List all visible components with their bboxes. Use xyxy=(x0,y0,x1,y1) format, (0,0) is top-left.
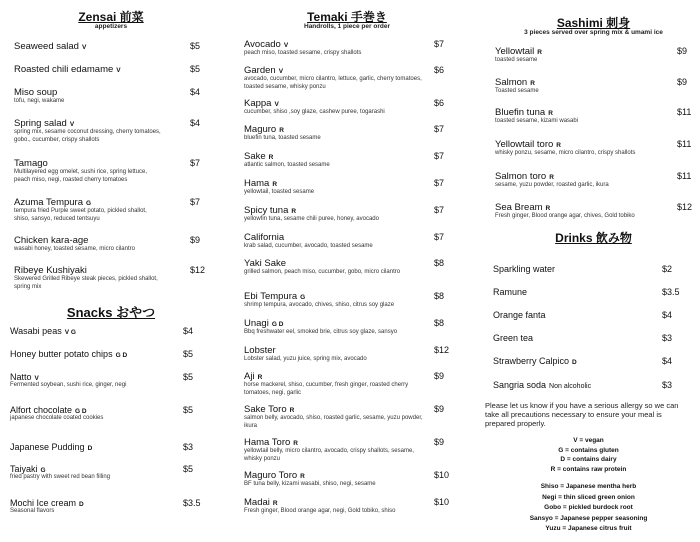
menu-item-description: Toasted sesame xyxy=(495,88,539,94)
legend-line: V = vegan xyxy=(573,437,604,444)
zensai-subtitle: appetizers xyxy=(94,23,128,30)
menu-item-name: Taiyaki xyxy=(10,464,38,474)
menu-item-name-line xyxy=(244,65,458,76)
menu-item-name: Seaweed salad xyxy=(14,41,79,52)
menu-item xyxy=(244,371,458,397)
menu-item-price: $5 xyxy=(183,372,194,382)
menu-item-description: cucumber, shiso ,soy glaze, cashew puree, togarashi xyxy=(244,109,385,115)
menu-item-tag: V xyxy=(278,68,284,75)
menu-item-price: $4 xyxy=(183,326,194,336)
menu-item xyxy=(14,158,222,184)
menu-item xyxy=(14,197,222,223)
menu-item-name: Japanese Pudding xyxy=(10,442,85,452)
menu-item-price: $7 xyxy=(434,205,445,215)
menu-item xyxy=(244,345,458,364)
menu-item-name: Yaki Sake xyxy=(244,258,287,269)
menu-item-name: Sake xyxy=(244,151,266,162)
menu-item-tag: R xyxy=(556,142,561,149)
menu-item-price: $9 xyxy=(677,77,688,87)
menu-item-name-line xyxy=(244,345,458,356)
menu-item-tag: D xyxy=(572,359,577,366)
menu-item-description: tofu, negi, wakame xyxy=(14,98,65,104)
menu-item xyxy=(14,235,222,254)
menu-item-price: $10 xyxy=(434,497,450,507)
menu-item-name-line xyxy=(244,178,458,189)
menu-item xyxy=(493,264,700,274)
menu-item-price: $7 xyxy=(434,151,445,161)
menu-item-name: Ribeye Kushiyaki xyxy=(14,265,87,276)
menu-item xyxy=(495,46,700,65)
sashimi-subtitle: 3 pieces served over spring mix & umami ice xyxy=(524,29,663,36)
menu-item-tag: R xyxy=(545,205,551,212)
menu-item-name: Salmon xyxy=(495,77,528,88)
menu-item-name: Mochi Ice cream xyxy=(10,498,77,508)
menu-item xyxy=(493,380,700,390)
menu-item-name: Sparkling water xyxy=(493,264,556,274)
menu-item-name-line xyxy=(495,107,700,118)
menu-item xyxy=(10,405,222,423)
menu-item-price: $7 xyxy=(434,39,445,49)
menu-item xyxy=(493,310,700,320)
menu-item-price: $5 xyxy=(183,464,194,474)
menu-item-name-line xyxy=(495,171,700,182)
menu-item-name: Maguro Toro xyxy=(244,470,298,481)
menu-item-description: fried pastry with sweet red bean filling xyxy=(10,474,111,480)
menu-item-description: japanese chocolate coated cookies xyxy=(10,415,104,421)
menu-item-description: Fresh ginger, Blood orange agar, negi, Gold tobiko, shiso xyxy=(244,508,396,514)
menu-item-description: spring mix, sesame coconut dressing, cherry tomatoes, gobo., cucumber, crispy shallots xyxy=(14,129,161,143)
allergy-note: Please let us know if you have a serious allergy so we can take all precautions necessary to ensure your meal is prepared properly. xyxy=(485,401,679,428)
legend-line: G = contains gluten xyxy=(558,446,619,454)
menu-item-price: $5 xyxy=(183,405,194,415)
menu-item-price: $3.5 xyxy=(662,287,680,297)
menu-item-tag: R xyxy=(291,208,297,215)
menu-item xyxy=(10,498,222,516)
menu-item-name: Roasted chili edamame xyxy=(14,64,114,75)
menu-item-description: Fresh ginger, Blood orange agar, chives, Gold tobiko xyxy=(495,213,635,219)
menu-item-name: Miso soup xyxy=(14,87,58,98)
menu-item-price: $3 xyxy=(662,380,673,390)
menu-item-name: Orange fanta xyxy=(493,310,546,320)
menu-item-price: $4 xyxy=(662,310,673,320)
menu-item-name-line xyxy=(244,318,458,329)
menu-item-description: toasted sesame, kizami wasabi xyxy=(495,118,579,124)
menu-item-price: $4 xyxy=(190,118,201,128)
menu-item-name-line xyxy=(244,232,458,243)
menu-item-name-line xyxy=(244,205,458,216)
menu-item xyxy=(244,178,458,197)
menu-item-price: $10 xyxy=(434,470,450,480)
menu-item-tag: V xyxy=(283,42,289,49)
menu-item-name-line xyxy=(244,404,458,415)
menu-item-name: Green tea xyxy=(493,333,534,343)
menu-item-description: horse mackerel, shiso, cucumber, fresh ginger, roasted cherry tomatoes, negi, garlic xyxy=(244,382,409,396)
menu-item-name: Madai xyxy=(244,497,270,508)
menu-item-description: Skewered Grilled Ribeye steak pieces, pickled shallot, spring mix xyxy=(14,276,158,290)
menu-item-price: $8 xyxy=(434,318,445,328)
menu-item-tag: G D xyxy=(75,408,87,415)
menu-item-name-line xyxy=(495,46,700,57)
menu-item-price: $7 xyxy=(190,158,201,168)
menu-item-price: $7 xyxy=(434,178,445,188)
menu-item-price: $9 xyxy=(677,46,688,56)
menu-item xyxy=(495,202,700,221)
menu-item-tag: V xyxy=(274,101,279,108)
menu-item-tag: R xyxy=(300,473,305,480)
snacks-title: Snacks おやつ xyxy=(66,305,156,320)
menu-item-name: Lobster xyxy=(244,345,276,356)
menu-item-tag: R xyxy=(537,49,542,56)
menu-item-name-line xyxy=(244,497,458,508)
menu-item xyxy=(244,232,458,251)
menu-item-price: $9 xyxy=(434,371,445,381)
menu-item-tag: G xyxy=(300,294,306,301)
temaki-title: Temaki 手巻き xyxy=(307,10,387,24)
menu-item-tag: R xyxy=(279,127,284,134)
menu-item-price: $7 xyxy=(190,197,201,207)
zensai-title: Zensai 前菜 xyxy=(78,10,144,24)
menu-item xyxy=(244,205,458,224)
menu-item-name-line xyxy=(244,258,458,269)
menu-item xyxy=(244,291,458,310)
menu-item-tag: R xyxy=(289,407,295,414)
menu-item-price: $11 xyxy=(677,171,692,181)
menu-item-name: Azuma Tempura xyxy=(14,197,83,208)
sashimi-title: Sashimi 刺身 xyxy=(556,16,631,30)
menu-item-description: wasabi honey, toasted sesame, micro cilantro xyxy=(14,246,135,252)
menu-item-name: Alfort chocolate xyxy=(10,405,73,415)
menu-item-tag: V xyxy=(116,67,121,74)
menu-item-tag: D xyxy=(79,501,84,508)
menu-item-tag: D xyxy=(87,445,93,452)
menu-item-description: avocado, cucumber, micro cilantro, lettuce, garlic, cherry tomatoes, toasted sesame, whisky ponzu xyxy=(244,76,422,90)
menu-item-price: $12 xyxy=(190,265,206,275)
menu-item-tag: R xyxy=(293,440,298,447)
menu-item-name: Sea Bream xyxy=(495,202,543,213)
menu-item-name: Kappa xyxy=(244,98,272,109)
menu-item-description: grilled salmon, peach miso, cucumber, gobo, micro cilantro xyxy=(244,269,401,275)
menu-item xyxy=(10,464,222,482)
menu-item xyxy=(14,64,222,75)
menu-item-name: Avocado xyxy=(244,39,281,50)
menu-item-price: $7 xyxy=(434,232,445,242)
menu-item-tag: G xyxy=(40,467,46,474)
menu-item xyxy=(493,356,700,366)
menu-item-name-line xyxy=(244,98,458,109)
menu-item-name: Yellowtail toro xyxy=(495,139,554,150)
menu-item-price: $8 xyxy=(434,258,445,268)
menu-item-description: salmon belly, avocado, shiso, roasted garlic, sesame, yuzu powder, ikura xyxy=(244,415,423,429)
menu-item xyxy=(14,118,222,144)
menu-item xyxy=(244,404,458,430)
menu-item-description: toasted sesame xyxy=(495,57,538,63)
menu-item-name-line xyxy=(244,437,458,448)
menu-item-price: $11 xyxy=(677,139,692,149)
menu-item-name-line xyxy=(244,39,458,50)
menu-item-name: Sangria soda xyxy=(493,380,547,390)
menu-item-name-line xyxy=(244,291,458,302)
menu-item-price: $9 xyxy=(190,235,201,245)
glossary-line: Yuzu = Japanese citrus fruit xyxy=(545,525,632,532)
menu-item xyxy=(495,77,700,96)
menu-item-tag: R xyxy=(530,80,535,87)
menu-item-name-line xyxy=(244,371,458,382)
menu-item-tag: V xyxy=(81,44,87,51)
menu-item xyxy=(244,65,458,91)
menu-item xyxy=(244,437,458,463)
menu-item-price: $12 xyxy=(434,345,450,355)
menu-item-name: Chicken kara-age xyxy=(14,235,89,246)
legend-line: D = contains dairy xyxy=(560,456,617,463)
menu-item-description: Multilayered egg omelet, sushi rice, spring lettuce, peach miso, negi, roasted cherry tomatoes xyxy=(14,169,148,183)
menu-item-name: Sake Toro xyxy=(244,404,287,415)
menu-item-name: Natto xyxy=(10,372,32,382)
menu-item-name: Spring salad xyxy=(14,118,67,129)
menu-item-name: Bluefin tuna xyxy=(495,107,546,118)
menu-item xyxy=(14,87,222,106)
menu-item-description: BF tuna belly, kizami wasabi, shiso, negi, sesame xyxy=(244,481,376,487)
menu-item xyxy=(244,497,458,516)
menu-item-name: Wasabi peas xyxy=(10,326,62,336)
menu-item-name-line xyxy=(244,470,458,481)
menu-item xyxy=(10,326,222,336)
menu-item-name: Strawberry Calpico xyxy=(493,356,570,366)
glossary-line: Sansyo = Japanese pepper seasoning xyxy=(529,514,648,522)
menu-item-name: Tamago xyxy=(14,158,48,169)
menu-item-price: $9 xyxy=(434,404,445,414)
menu-item-name: Maguro xyxy=(244,124,277,135)
menu-item-name-line xyxy=(495,139,700,150)
glossary-line: Gobo = pickled burdock root xyxy=(544,504,633,511)
menu-item-name: Aji xyxy=(244,371,255,382)
menu-item-description: shrimp tempura, avocado, chives, shiso, citrus soy glaze xyxy=(244,302,395,308)
menu-item xyxy=(244,39,458,58)
menu-item-name: Honey butter potato chips xyxy=(10,349,113,359)
menu-item-price: $3 xyxy=(662,333,673,343)
glossary-line: Negi = thin sliced green onion xyxy=(542,493,635,501)
menu-item-price: $8 xyxy=(434,291,445,301)
ingredient-glossary xyxy=(487,482,690,535)
menu-item-price: $3 xyxy=(183,442,194,452)
menu-item-tag: R xyxy=(268,154,274,161)
menu-item-description: yellowtail belly, micro cilantro, avocado, crispy shallots, sesame, whisky ponzu xyxy=(244,448,414,462)
menu-item-price: $6 xyxy=(434,98,445,108)
temaki-subtitle: Handrolls, 1 piece per order xyxy=(304,23,390,30)
menu-item xyxy=(14,265,222,291)
menu-item-name-line xyxy=(495,202,700,213)
menu-item-name-line xyxy=(244,151,458,162)
menu-item-name-line xyxy=(244,124,458,135)
menu-item-tag: G D xyxy=(115,352,128,359)
menu-item-price: $12 xyxy=(677,202,693,212)
menu-item-name: Spicy tuna xyxy=(244,205,289,216)
menu-item-price: $11 xyxy=(677,107,692,117)
menu-item-tag: R xyxy=(257,374,263,381)
glossary-line: Shiso = Japanese mentha herb xyxy=(540,483,637,490)
menu-item xyxy=(10,372,222,390)
menu-item-price: $2 xyxy=(662,264,673,274)
menu-item-tag: G xyxy=(86,200,92,207)
menu-item-name: Yellowtail xyxy=(495,46,535,57)
menu-item xyxy=(244,151,458,170)
menu-item-price: $5 xyxy=(190,64,201,74)
legend-line: R = contains raw protein xyxy=(550,465,627,473)
menu-item-name: Unagi xyxy=(244,318,269,329)
menu-item-name: Hama Toro xyxy=(244,437,291,448)
menu-item-price: $7 xyxy=(434,124,445,134)
menu-item xyxy=(493,333,700,343)
menu-item-price: $4 xyxy=(662,356,673,366)
menu-item xyxy=(10,442,222,452)
menu-item-tag: V G xyxy=(64,329,76,336)
menu-item-name: Ebi Tempura xyxy=(244,291,298,302)
menu-item xyxy=(244,318,458,337)
menu-item-description: tempura fried Purple sweet potato, pickled shallot, shiso, sansyo, reduced tentsuyu xyxy=(14,208,147,222)
menu-item-tag: V xyxy=(34,375,39,382)
menu-item xyxy=(495,171,700,190)
menu-item-description: peach miso, toasted sesame, crispy shallots xyxy=(244,50,362,56)
drinks-title: Drinks 飲み物 xyxy=(555,231,632,245)
menu-item-name: Garden xyxy=(244,65,276,76)
menu-item xyxy=(495,139,700,158)
allergen-legend xyxy=(487,436,690,474)
menu-item-description: bluefin tuna, toasted sesame xyxy=(244,135,321,141)
menu-item-price: $5 xyxy=(183,349,194,359)
menu-item-description: whisky ponzu, sesame, micro cilantro, crispy shallots xyxy=(495,150,636,156)
menu-item-description: Lobster salad, yuzu juice, spring mix, avocado xyxy=(244,356,367,362)
menu-item-tag: V xyxy=(69,121,75,128)
menu-item-name-line xyxy=(495,77,700,88)
menu-item-description: krab salad, cucumber, avocado, toasted sesame xyxy=(244,243,373,249)
menu-item xyxy=(14,41,222,52)
menu-item-name: Salmon toro xyxy=(495,171,547,182)
menu-item-price: $3.5 xyxy=(183,498,201,508)
menu-item-price: $5 xyxy=(190,41,201,51)
menu-item-price: $9 xyxy=(434,437,445,447)
menu-item-price: $4 xyxy=(190,87,201,97)
menu-item-description: Fermented soybean, sushi rice, ginger, negi xyxy=(10,382,127,388)
menu-item xyxy=(10,349,222,359)
menu-item-tag: R xyxy=(272,181,278,188)
menu-item xyxy=(244,470,458,489)
menu-item xyxy=(495,107,700,126)
menu-item-tag: R xyxy=(548,110,553,117)
zensai-section xyxy=(0,0,222,300)
menu-item-tag: G D xyxy=(271,321,284,328)
menu-item-description: Bbq freshwater eel, smoked brie, citrus soy glaze, sansyo xyxy=(244,329,398,335)
menu-item-name: Hama xyxy=(244,178,270,189)
menu-item-tag: Non alcoholic xyxy=(549,383,592,390)
menu-item-description: Seasonal flavors xyxy=(10,508,55,514)
menu-item xyxy=(244,124,458,143)
menu-item-description: sesame, yuzu powder, roasted garlic, ikura xyxy=(495,182,609,188)
menu-item-description: yellowtail, toasted sesame xyxy=(244,189,315,195)
menu-item-description: atlantic salmon, toasted sesame xyxy=(244,162,330,168)
menu-item-description: yellowfin tuna, sesame chili puree, honey, avocado xyxy=(244,216,379,222)
menu-item-tag: R xyxy=(272,500,278,507)
snacks-section xyxy=(0,300,222,542)
menu-item-name: California xyxy=(244,232,285,243)
menu-item xyxy=(493,287,700,297)
menu-item-tag: R xyxy=(549,174,554,181)
menu-item-price: $6 xyxy=(434,65,445,75)
menu-item xyxy=(244,258,458,277)
menu-item xyxy=(244,98,458,117)
menu-item-name: Ramune xyxy=(493,287,528,297)
